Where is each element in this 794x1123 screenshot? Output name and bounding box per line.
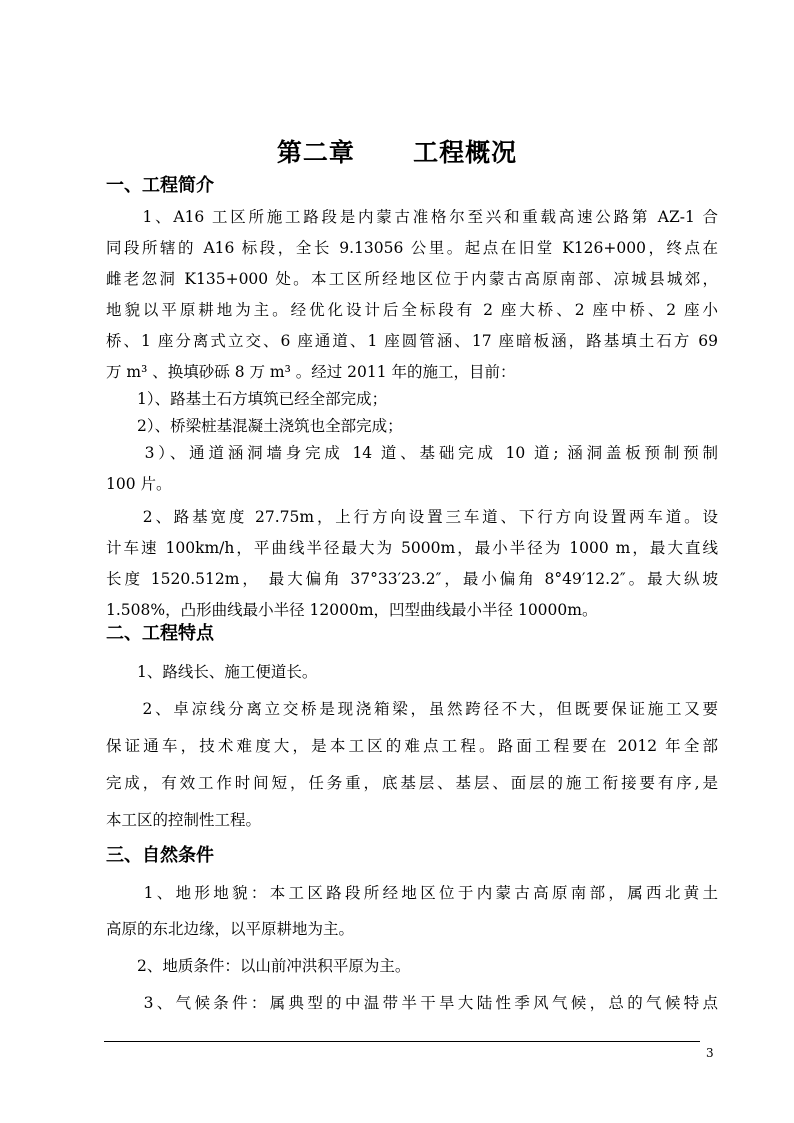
paragraph-line: 桥、1 座分离式立交、6 座通道、1 座圆管涵、17 座暗板涵，路基填土石方 69 (106, 332, 718, 350)
chapter-title: 第二章 工程概况 (276, 138, 518, 167)
paragraph-line: 同段所辖的 A16 标段，全长 9.13056 公里。起点在旧堂 K126+000，终点在 (106, 239, 718, 257)
section-heading-features: 二、工程特点 (106, 623, 214, 644)
paragraph-line: 2、路基宽度 27.75m，上行方向设置三车道、下行方向设置两车道。设 (106, 508, 718, 526)
paragraph-line: 100 片。 (106, 475, 172, 493)
paragraph-line: 保证通车，技术难度大，是本工区的难点工程。路面工程要在 2012 年全部 (106, 737, 718, 755)
section-heading-overview: 一、工程简介 (106, 175, 214, 196)
paragraph-line: 万 m³ 、换填砂砾 8 万 m³ 。经过 2011 年的施工，目前： (106, 363, 516, 381)
footer-rule (104, 1041, 700, 1042)
paragraph-line: 1、路线长、施工便道长。 (106, 663, 318, 681)
paragraph-line: 1.508%，凸形曲线最小半径 12000m，凹型曲线最小半径 10000m。 (106, 601, 598, 619)
paragraph-line: 2、地质条件：以山前冲洪积平原为主。 (106, 957, 411, 975)
list-item: 1）、路基土石方填筑已经全部完成； (106, 390, 388, 408)
paragraph-line: 计车速 100km/h，平曲线半径最大为 5000m，最小半径为 1000 m，最大直线 (106, 539, 718, 557)
page-number: 3 (706, 1046, 714, 1060)
paragraph-line: 高原的东北边缘，以平原耕地为主。 (106, 920, 355, 938)
paragraph-line: 完成，有效工作时间短，任务重，底基层、基层、面层的施工衔接要有序,是 (106, 774, 718, 792)
list-item: 2）、桥梁桩基混凝土浇筑也全部完成； (106, 417, 403, 435)
paragraph-line: 本工区的控制性工程。 (106, 811, 262, 829)
section-heading-natural-conditions: 三、自然条件 (106, 845, 214, 866)
paragraph-line: 地貌以平原耕地为主。经优化设计后全标段有 2 座大桥、2 座中桥、2 座小 (106, 301, 718, 319)
list-item: 3）、通道涵洞墙身完成 14 道、基础完成 10 道; 涵洞盖板预制预制 (106, 444, 718, 462)
paragraph-line: 1、A16 工区所施工路段是内蒙古准格尔至兴和重载高速公路第 AZ-1 合 (106, 208, 718, 226)
paragraph-line: 3、气候条件：属典型的中温带半干旱大陆性季风气候，总的气候特点 (106, 994, 718, 1012)
paragraph-line: 2、卓凉线分离立交桥是现浇箱梁，虽然跨径不大，但既要保证施工又要 (106, 700, 718, 718)
paragraph-line: 长度 1520.512m， 最大偏角 37°33′23.2″，最小偏角 8°49′12.2″。最大纵坡 (106, 570, 718, 588)
paragraph-line: 雌老忽洞 K135+000 处。本工区所经地区位于内蒙古高原南部、凉城县城郊， (106, 270, 718, 288)
paragraph-line: 1、地形地貌：本工区路段所经地区位于内蒙古高原南部，属西北黄土 (106, 884, 718, 902)
